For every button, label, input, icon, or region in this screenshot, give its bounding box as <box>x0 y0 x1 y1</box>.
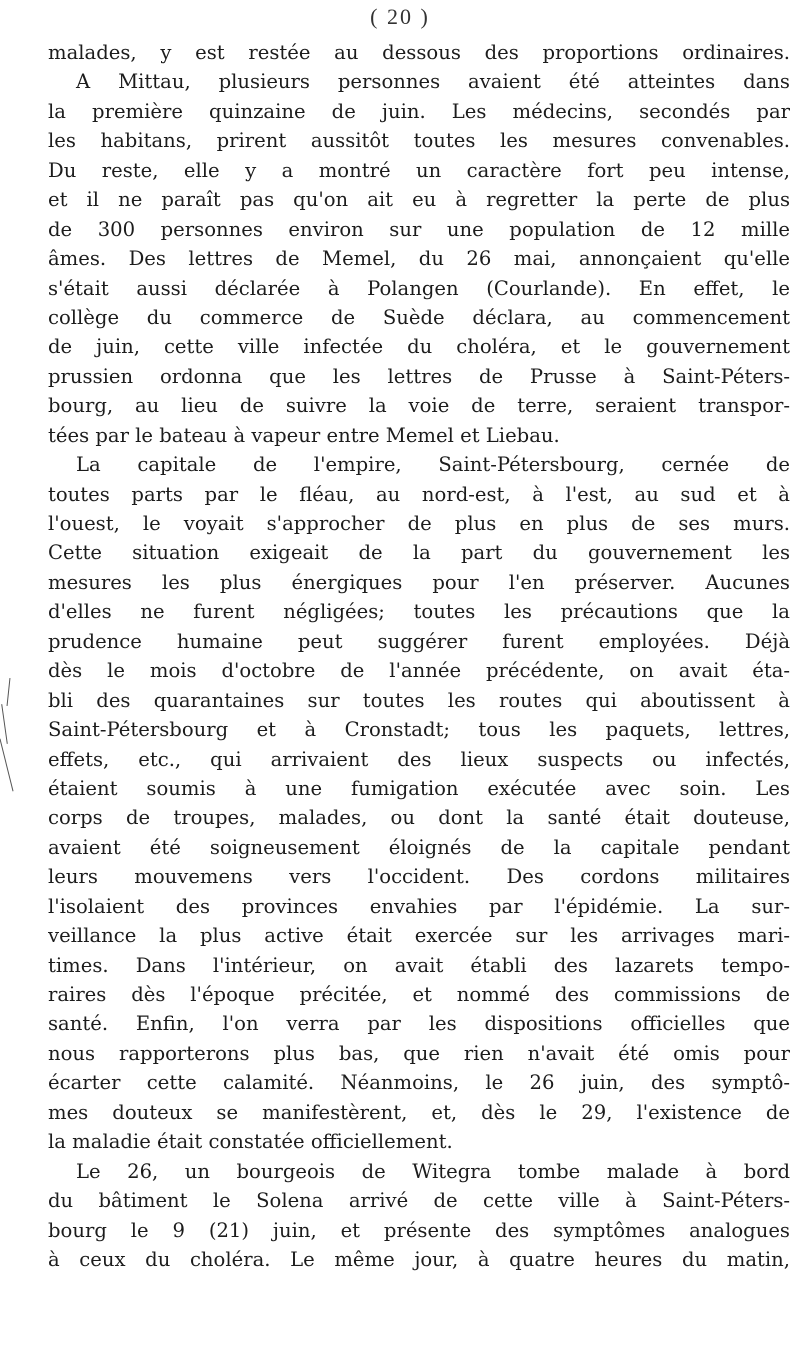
margin-pencil-mark <box>7 678 11 706</box>
text-line: Du reste, elle y a montré un caractère fort peu intense, <box>48 158 790 182</box>
text-line: s'était aussi déclarée à Polangen (Courlande). En effet, le <box>48 276 790 300</box>
text-line: la maladie était constatée officiellement. <box>48 1130 453 1154</box>
text-line: la première quinzaine de juin. Les médecins, secondés par <box>48 99 790 123</box>
text-line: Saint-Pétersbourg et à Cronstadt; tous les paquets, lettres, <box>48 718 790 742</box>
text-line: les habitans, prirent aussitôt toutes les mesures convenables. <box>48 129 790 153</box>
text-line: mesures les plus énergiques pour l'en préserver. Aucunes <box>48 570 790 594</box>
text-line: times. Dans l'intérieur, on avait établi des lazarets tempo- <box>48 953 790 977</box>
text-line: l'isolaient des provinces envahies par l'épidémie. La sur- <box>48 894 790 918</box>
text-line: dès le mois d'octobre de l'année précédente, on avait éta- <box>48 659 790 683</box>
text-line: écarter cette calamité. Néanmoins, le 26 juin, des symptô- <box>48 1071 790 1095</box>
text-line: bourg, au lieu de suivre la voie de terre, seraient transpor- <box>48 394 790 418</box>
text-line: âmes. Des lettres de Memel, du 26 mai, annonçaient qu'elle <box>48 247 790 271</box>
text-line: Cette situation exigeait de la part du gouvernement les <box>48 541 790 565</box>
text-line: raires dès l'époque précitée, et nommé des commissions de <box>48 983 790 1006</box>
margin-pencil-mark <box>0 739 14 792</box>
text-line: prussien ordonna que les lettres de Prusse à Saint-Péters- <box>48 364 790 388</box>
text-line: avaient été soigneusement éloignés de la capitale pendant <box>48 835 790 859</box>
text-line: Le 26, un bourgeois de Witegra tombe malade à bord <box>76 1159 790 1183</box>
text-line: tées par le bateau à vapeur entre Memel et Liebau. <box>48 423 560 447</box>
text-line: corps de troupes, malades, ou dont la santé était douteuse, <box>48 806 790 830</box>
text-line: malades, y est restée au dessous des proportions ordinaires. <box>48 41 790 64</box>
text-line: toutes parts par le fléau, au nord-est, à l'est, au sud et à <box>48 482 790 506</box>
text-line: santé. Enfin, l'on verra par les dispositions officielles que <box>48 1012 790 1036</box>
text-line: de 300 personnes environ sur une population de 12 mille <box>48 217 790 241</box>
text-line: veillance la plus active était exercée sur les arrivages mari- <box>48 924 790 948</box>
text-line: du bâtiment le Solena arrivé de cette ville à Saint-Péters- <box>48 1189 790 1213</box>
text-line: bli des quarantaines sur toutes les routes qui aboutissent à <box>48 688 790 712</box>
text-line: leurs mouvemens vers l'occident. Des cordons militaires <box>48 865 790 889</box>
text-line: collège du commerce de Suède déclara, au commencement <box>48 305 790 329</box>
text-line: mes douteux se manifestèrent, et, dès le 29, l'existence de <box>48 1100 790 1124</box>
text-line: à ceux du choléra. Le même jour, à quatre heures du matin, <box>48 1247 790 1271</box>
text-line: l'ouest, le voyait s'approcher de plus en plus de ses murs. <box>48 512 790 535</box>
text-line: étaient soumis à une fumigation exécutée avec soin. Les <box>48 776 790 800</box>
page-number: ( 20 ) <box>370 4 430 29</box>
text-line: A Mittau, plusieurs personnes avaient été atteintes dans <box>76 70 790 94</box>
text-line: nous rapporterons plus bas, que rien n'avait été omis pour <box>48 1041 790 1065</box>
text-line: de juin, cette ville infectée du choléra, et le gouvernement <box>48 335 790 359</box>
text-line: La capitale de l'empire, Saint-Pétersbourg, cernée de <box>76 453 790 477</box>
text-line: et il ne paraît pas qu'on ait eu à regretter la perte de plus <box>48 188 790 212</box>
text-line: prudence humaine peut suggérer furent employées. Déjà <box>48 629 790 653</box>
margin-pencil-mark <box>1 704 8 744</box>
text-line: bourg le 9 (21) juin, et présente des symptômes analogues <box>48 1218 790 1242</box>
text-line: effets, etc., qui arrivaient des lieux suspects ou infectés, <box>48 747 790 771</box>
text-line: d'elles ne furent négligées; toutes les précautions que la <box>48 600 790 624</box>
body-text <box>48 38 790 1274</box>
